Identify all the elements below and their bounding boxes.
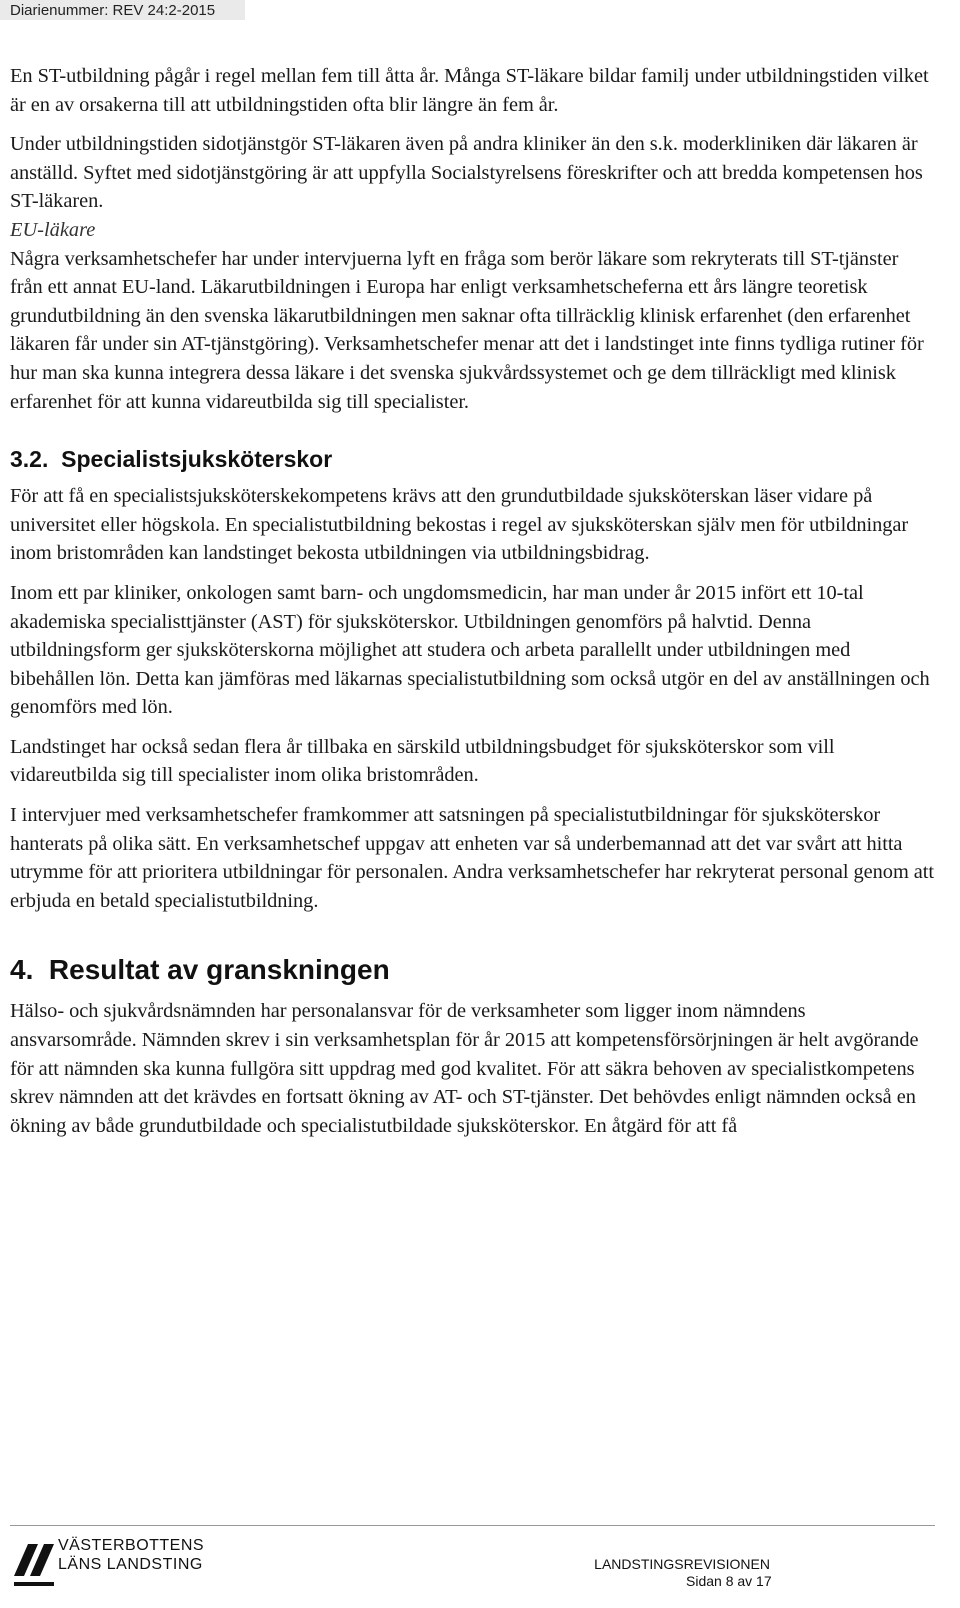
logo-line-2: LÄNS LANDSTING: [58, 1556, 203, 1573]
section-heading-3-2: [10, 444, 935, 474]
paragraph-eu-lakare: Några verksamhetschefer har under intervjuerna lyft en fråga som berör läkare som rekryterats till ST-tjänster från ett annat EU-land. Läkarutbildningen i Europa har enligt verksamhetscheferna ett års längre teoretisk grundutbildning än den svenska läkarutbildningen men saknar ofta tillräcklig klinisk erfarenhet (den erfarenhet läkaren får under sin AT-tjänstgöring). Verksamhetschefer menar att det i landstinget inte finns tydliga rutiner för hur man ska kunna integrera dessa läkare i det svenska sjukvårdssystemet och ge dem tillräckligt med klinisk erfarenhet för att kunna vidareutbilda sig till specialister.: [10, 247, 924, 413]
section-title: Resultat av granskningen: [48, 954, 390, 986]
logo-line-1: VÄSTERBOTTENS: [58, 1537, 205, 1554]
paragraph-intervjuer: I intervjuer med verksamhetschefer framkommer att satsningen på specialistutbildningar för sjuksköterskor hanterats på olika sätt. En verksamhetschef uppgav att enheten var så underbemannad att det var svårt att hitta utrymme för att prioritera utbildningar för personalen. Andra verksamhetschefer har rekryterat personal genom att erbjuda en betald specialistutbildning.: [10, 804, 935, 912]
section-number: 3.2.: [10, 446, 49, 473]
paragraph-ast: Inom ett par kliniker, onkologen samt barn- och ungdomsmedicin, har man under år 2015 infört ett 10-tal akademiska specialisttjänster (AST) för sjuksköterskor. Utbildningen genomförs på halvtid. Denna utbildningsform ger sjuksköterskorna möjlighet att studera och arbeta parallellt under utbildningen med bibehållen lön. Detta kan jämföras med läkarnas specialistutbildning som också utgör en del av anställningen och genomförs med lön.: [10, 581, 930, 719]
paragraph-sidotjanstgoring: Under utbildningstiden sidotjänstgör ST-läkaren även på andra kliniker än den s.k. moderkliniken där läkaren är anställd. Syftet med sidotjänstgöring är att uppfylla Socialstyrelsens föreskrifter och att bredda kompetensen hos ST-läkaren.: [10, 133, 923, 213]
footer-org: LANDSTINGSREVISIONEN: [594, 1556, 770, 1572]
diarienummer: Diarienummer: REV 24:2-2015: [10, 2, 216, 19]
paragraph-resultat: Hälso- och sjukvårdsnämnden har personalansvar för de verksamheter som ligger inom nämndens ansvarsområde. Nämnden skrev i sin verksamhetsplan för år 2015 att kompetensförsörjningen är helt avgörande för att nämnden ska kunna fullgöra sitt uppdrag med god kvalitet. För att säkra behoven av specialistkompetens skrev nämnden att det krävdes en fortsatt ökning av AT- och ST-tjänster. Det behövdes enligt nämnden också en ökning av både grundutbildade och specialistutbildade sjuksköterskor. En åtgärd för att få: [10, 1000, 919, 1137]
paragraph-specialistkompetens: För att få en specialistsjuksköterskekompetens krävs att den grundutbildade sjuksköterskan läser vidare på universitet eller högskola. En specialistutbildning bekostas i regel av sjuksköterskan själv men för utbildningar inom bristområden kan landstinget bekosta utbildningen via utbildningsbidrag.: [10, 485, 909, 565]
logo-wordmark: [58, 1536, 204, 1574]
footer-divider: [10, 1525, 935, 1526]
section-heading-4: [10, 953, 935, 987]
paragraph-st-utbildning: En ST-utbildning pågår i regel mellan fem till åtta år. Många ST-läkare bildar familj under utbildningstiden vilket är en av orsakerna till att utbildningstiden ofta blir längre än fem år.: [10, 65, 929, 116]
page-number: Sidan 8 av 17: [686, 1573, 772, 1589]
document-body: [10, 62, 935, 1151]
paragraph-utbildningsbudget: Landstinget har också sedan flera år tillbaka en särskild utbildningsbudget för sjuksköterskor som vill vidareutbilda sig till specialister inom olika bristområden.: [10, 735, 835, 787]
page-header: [0, 0, 960, 22]
subheading-eu-lakare: EU-läkare: [10, 218, 96, 241]
section-number: 4.: [10, 954, 34, 986]
section-title: Specialistsjuksköterskor: [61, 446, 333, 473]
